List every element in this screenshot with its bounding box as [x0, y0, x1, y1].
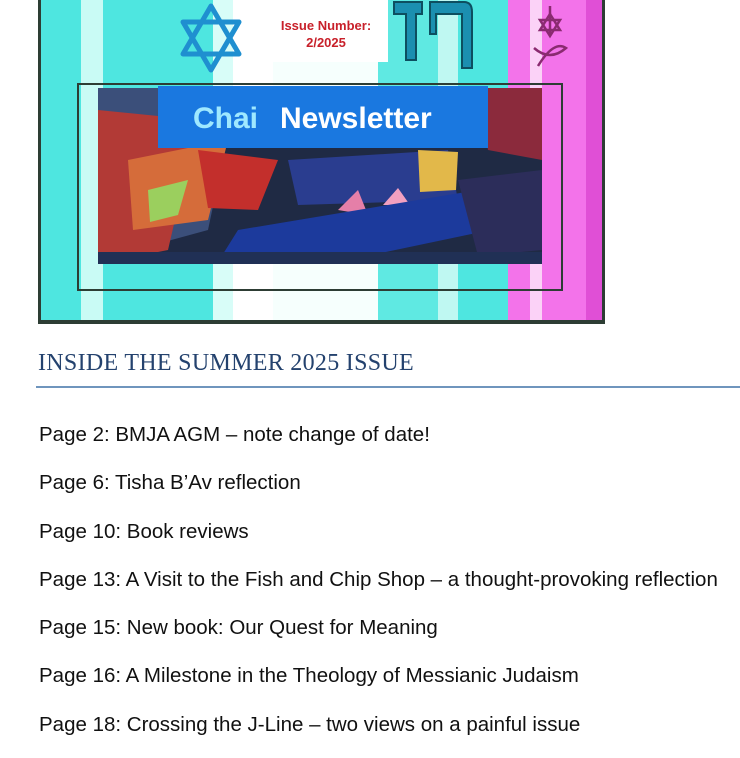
toc-item: Page 18: Crossing the J-Line – two views on a painful issue: [39, 712, 581, 736]
cover-artwork: [38, 0, 605, 324]
table-of-contents: [39, 420, 739, 758]
newsletter-cover-image: [38, 0, 605, 324]
toc-item: Page 10: Book reviews: [39, 519, 249, 543]
issue-number-label: Issue Number:: [280, 18, 372, 33]
toc-item: Page 16: A Milestone in the Theology of Messianic Judaism: [39, 664, 579, 688]
toc-item: Page 2: BMJA AGM – note change of date!: [39, 423, 430, 446]
banner-word-newsletter: Newsletter: [280, 102, 432, 135]
issue-number-value: 2/2025: [306, 35, 346, 50]
title-divider: [36, 386, 740, 388]
toc-item: Page 6: Tisha B’Av reflection: [39, 471, 301, 495]
banner-word-chai: Chai: [193, 102, 259, 135]
section-title: INSIDE THE SUMMER 2025 ISSUE: [38, 350, 414, 376]
toc-item: Page 13: A Visit to the Fish and Chip Shop – a thought-provoking reflection: [39, 567, 718, 591]
toc-item: Page 15: New book: Our Quest for Meaning: [39, 616, 438, 640]
